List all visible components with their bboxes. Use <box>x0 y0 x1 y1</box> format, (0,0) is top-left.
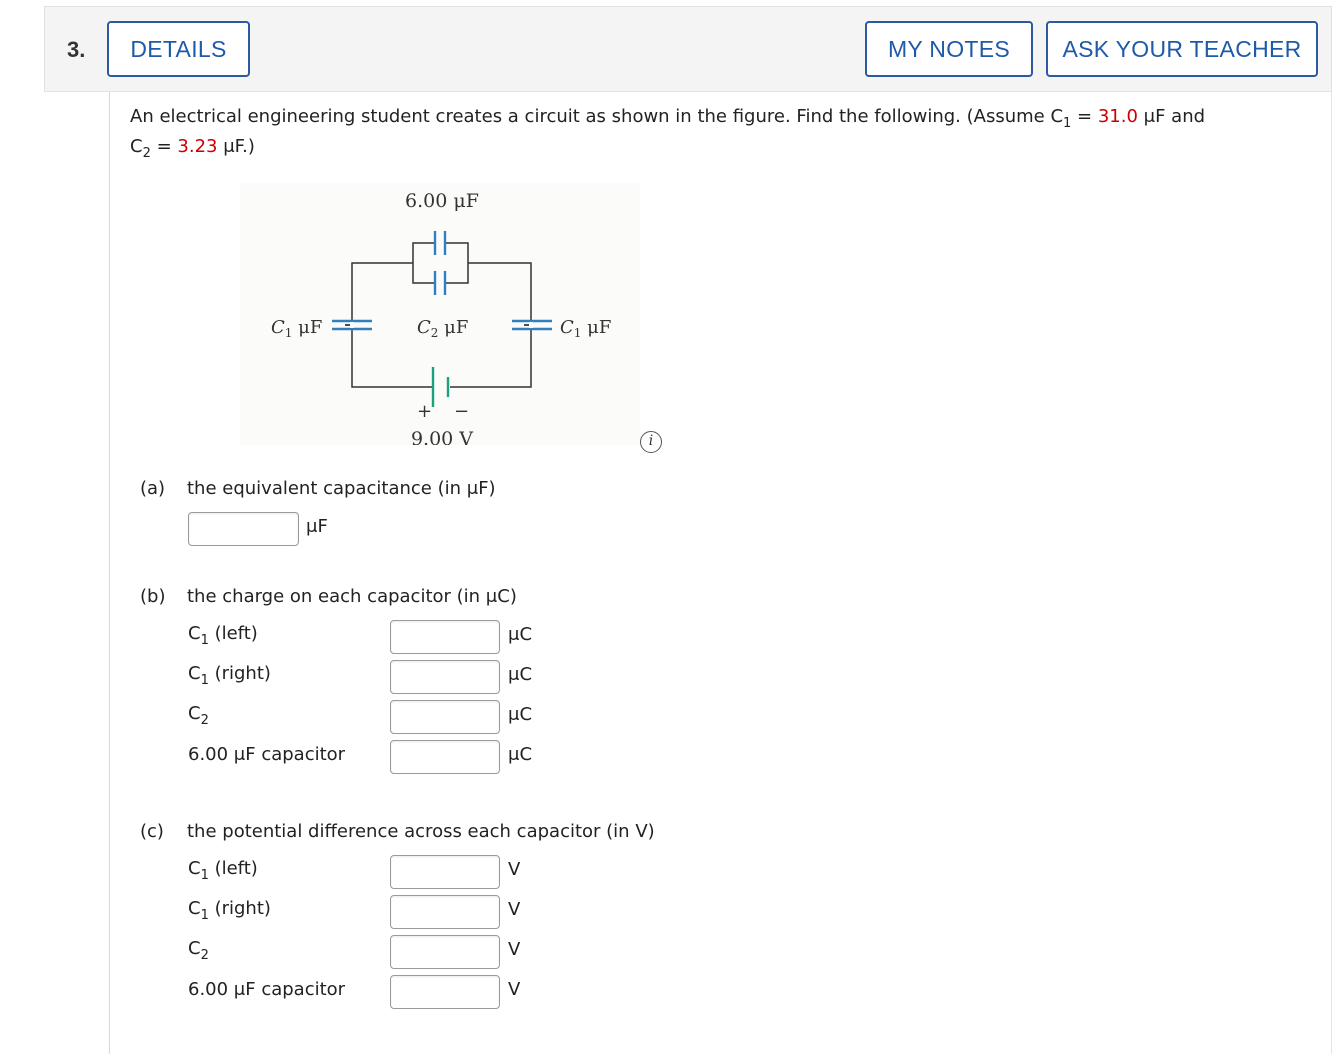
part-a-prompt <box>140 478 496 499</box>
part-c-row-label: $C_1$ (right) <box>188 898 271 923</box>
content-right-border <box>1331 92 1332 1054</box>
part-c-prompt <box>140 821 655 842</box>
voltage-c1-right-unit: V <box>508 899 521 920</box>
charge-6uf-unit: μC <box>508 744 533 765</box>
part-b-row-label: $C_1$ (left) <box>188 623 258 648</box>
c1-unit: μF and <box>1137 106 1206 127</box>
part-b-row-label: 6.00 μF capacitor <box>188 744 346 765</box>
capacitor-plates <box>332 231 552 329</box>
details-button[interactable]: DETAILS <box>107 21 250 77</box>
voltage-6uf-unit: V <box>508 979 521 1000</box>
charge-c2-unit: μC <box>508 704 533 725</box>
my-notes-button[interactable]: MY NOTES <box>865 21 1033 77</box>
c1-value: 31.0 <box>1097 106 1138 127</box>
equivalent-capacitance-unit: μF <box>306 516 328 537</box>
c2-equals: = <box>150 136 178 157</box>
part-a-letter: (a) <box>140 478 166 499</box>
part-c-text: the potential difference across each capacitor (in V) <box>187 821 655 842</box>
c1-subscript: 1 <box>1063 116 1072 131</box>
c2-value: 3.23 <box>177 136 218 157</box>
voltage-6uf-input[interactable] <box>390 975 500 1009</box>
part-b-letter: (b) <box>140 586 166 607</box>
charge-6uf-input[interactable] <box>390 740 500 774</box>
info-icon[interactable]: i <box>640 431 662 453</box>
battery-plus-sign: + <box>417 401 433 422</box>
charge-c1-right-input[interactable] <box>390 660 500 694</box>
part-c-row-label: 6.00 μF capacitor <box>188 979 346 1000</box>
circuit-figure <box>240 183 640 445</box>
c1-left-label: $C_1$ μF <box>271 317 323 340</box>
charge-c1-right-unit: μC <box>508 664 533 685</box>
voltage-c2-unit: V <box>508 939 521 960</box>
part-b-row-label: $C_2$ <box>188 703 209 728</box>
voltage-c1-left-unit: V <box>508 859 521 880</box>
c2-label: $C_2$ μF <box>417 317 469 340</box>
c2-unit: μF.) <box>217 136 255 157</box>
c2-symbol: C <box>130 136 143 157</box>
circuit-wires <box>345 243 531 387</box>
c2-subscript: 2 <box>142 146 151 161</box>
circuit-diagram <box>240 183 640 445</box>
part-b-text: the charge on each capacitor (in μC) <box>187 586 517 607</box>
problem-statement <box>130 102 1300 162</box>
charge-c1-left-unit: μC <box>508 624 533 645</box>
charge-c1-left-input[interactable] <box>390 620 500 654</box>
c1-symbol: C <box>1050 106 1064 127</box>
charge-c2-input[interactable] <box>390 700 500 734</box>
c1-equals: = <box>1071 106 1098 127</box>
c1-right-label: $C_1$ μF <box>560 317 612 340</box>
part-b-row-label: $C_1$ (right) <box>188 663 271 688</box>
voltage-c1-right-input[interactable] <box>390 895 500 929</box>
question-header <box>44 6 1332 92</box>
part-b-prompt <box>140 586 517 607</box>
part-c-row-label: $C_2$ <box>188 938 209 963</box>
question-number: 3. <box>67 37 86 62</box>
voltage-c1-left-input[interactable] <box>390 855 500 889</box>
content-left-border <box>109 92 110 1054</box>
battery-voltage-label: 9.00 V <box>410 428 474 445</box>
problem-intro: An electrical engineering student creates a circuit as shown in the figure. Find the following. (Assume <box>130 106 1051 127</box>
part-c-letter: (c) <box>140 821 164 842</box>
top-capacitor-label: 6.00 μF <box>405 190 479 212</box>
battery-symbol <box>433 367 448 407</box>
battery-minus-sign: − <box>454 401 470 422</box>
ask-your-teacher-button[interactable]: ASK YOUR TEACHER <box>1046 21 1318 77</box>
equivalent-capacitance-input[interactable] <box>188 512 299 546</box>
part-c-row-label: $C_1$ (left) <box>188 858 258 883</box>
part-a-text: the equivalent capacitance (in μF) <box>187 478 496 499</box>
voltage-c2-input[interactable] <box>390 935 500 969</box>
